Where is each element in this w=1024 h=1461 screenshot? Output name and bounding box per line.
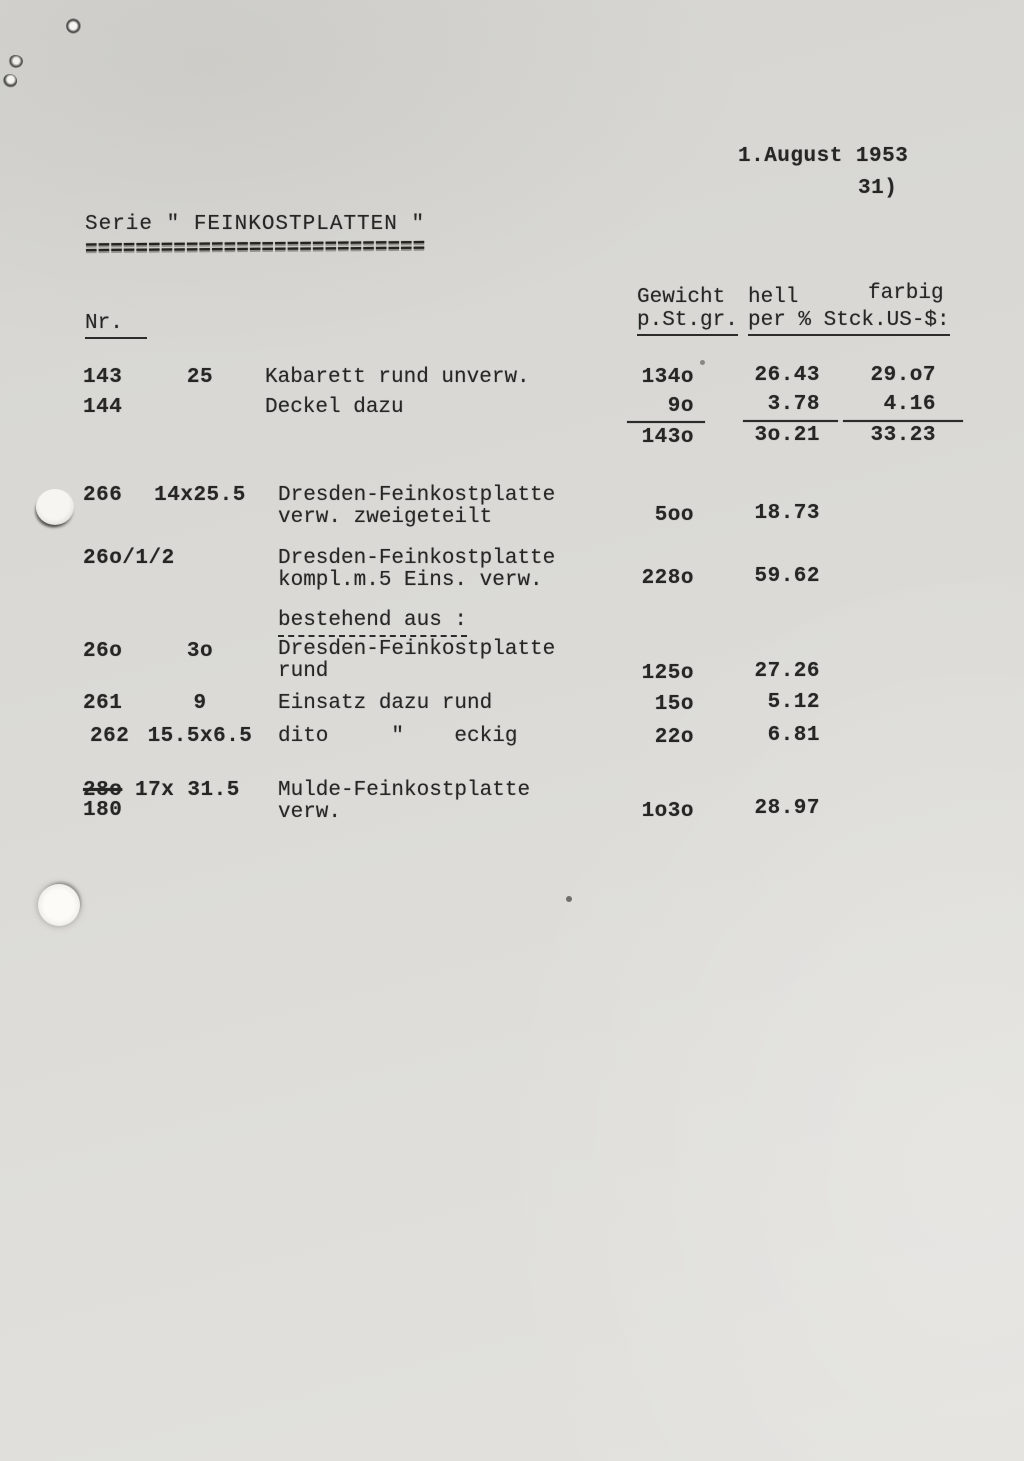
title-underline: =========================== [85, 235, 426, 262]
r262-desc: dito " eckig [278, 725, 518, 748]
r144-nr: 144 [83, 396, 123, 419]
r262-size: 15.5x6.5 [147, 725, 253, 748]
r144-farbig: 4.16 [883, 393, 936, 416]
r180-nr-corrected: 180 [83, 799, 123, 822]
sum-rule-farbig [843, 420, 963, 422]
subheading-bestehend-aus: bestehend aus : [278, 610, 467, 637]
r266-size: 14x25.5 [154, 484, 246, 507]
r143-desc: Kabarett rund unverw. [265, 366, 530, 389]
r260-hell: 27.26 [754, 660, 820, 683]
r260-1-2-desc-line2: kompl.m.5 Eins. verw. [278, 569, 543, 592]
sum-farbig: 33.23 [870, 424, 936, 447]
r262-hell: 6.81 [767, 724, 820, 747]
sum-gewicht: 143o [641, 426, 694, 449]
document-title: Serie " FEINKOSTPLATTEN " [85, 213, 426, 236]
r180-desc-line2: verw. [278, 801, 342, 824]
r144-hell: 3.78 [767, 393, 820, 416]
r260-1-2-gewicht: 228o [641, 567, 694, 590]
paper-speck [3, 74, 17, 88]
r261-size: 9 [193, 692, 207, 715]
r266-desc-line2: verw. zweigeteilt [278, 506, 493, 529]
r180-gewicht: 1o3o [641, 800, 694, 823]
r260-gewicht: 125o [641, 662, 694, 685]
col-header-farbig: farbig [868, 282, 944, 305]
r143-gewicht: 134o [641, 366, 694, 389]
r180-desc-line1: Mulde-Feinkostplatte [278, 779, 531, 802]
r260-1-2-desc-line1: Dresden-Feinkostplatte [278, 547, 556, 570]
r260-1-2-nr: 26o/1/2 [83, 547, 175, 570]
r260-size: 3o [186, 640, 214, 663]
r260-desc-line1: Dresden-Feinkostplatte [278, 638, 556, 661]
r143-farbig: 29.o7 [870, 364, 936, 387]
r180-size: 17x 31.5 [135, 779, 240, 802]
r262-nr: 262 [90, 725, 130, 748]
r261-desc: Einsatz dazu rund [278, 692, 493, 715]
r143-nr: 143 [83, 366, 123, 389]
r266-nr: 266 [83, 484, 123, 507]
paper-speck [66, 18, 82, 34]
r260-desc-line2: rund [278, 660, 329, 683]
r144-gewicht: 9o [667, 395, 694, 418]
r261-gewicht: 15o [654, 693, 694, 716]
r266-gewicht: 5oo [654, 504, 694, 527]
col-header-nr: Nr. [85, 313, 147, 339]
paper-speck [566, 896, 572, 902]
document-date: 1.August 1953 [738, 145, 909, 168]
r144-desc: Deckel dazu [265, 396, 404, 419]
r180-hell: 28.97 [754, 797, 820, 820]
sum-rule-gewicht [627, 421, 705, 423]
sum-hell: 3o.21 [754, 424, 820, 447]
r266-desc-line1: Dresden-Feinkostplatte [278, 484, 556, 507]
col-header-price-unit: per % Stck.US-$: [748, 310, 950, 336]
r261-nr: 261 [83, 692, 123, 715]
r266-hell: 18.73 [754, 502, 820, 525]
col-header-hell: hell [748, 286, 799, 309]
paper-speck [700, 360, 705, 365]
r143-size: 25 [186, 366, 214, 389]
r260-1-2-hell: 59.62 [754, 565, 820, 588]
punch-hole-top [36, 489, 74, 525]
r260-nr: 26o [83, 640, 123, 663]
col-header-gewicht-unit: p.St.gr. [637, 310, 738, 336]
r261-hell: 5.12 [767, 691, 820, 714]
col-header-gewicht: Gewicht [637, 286, 726, 309]
r143-hell: 26.43 [754, 364, 820, 387]
punch-hole-bottom [38, 884, 80, 926]
page-reference: 31) [858, 177, 898, 200]
paper-speck [8, 55, 23, 68]
r262-gewicht: 22o [654, 726, 694, 749]
r180-nr-struck: 28o [83, 779, 123, 802]
sum-rule-hell [743, 420, 838, 422]
